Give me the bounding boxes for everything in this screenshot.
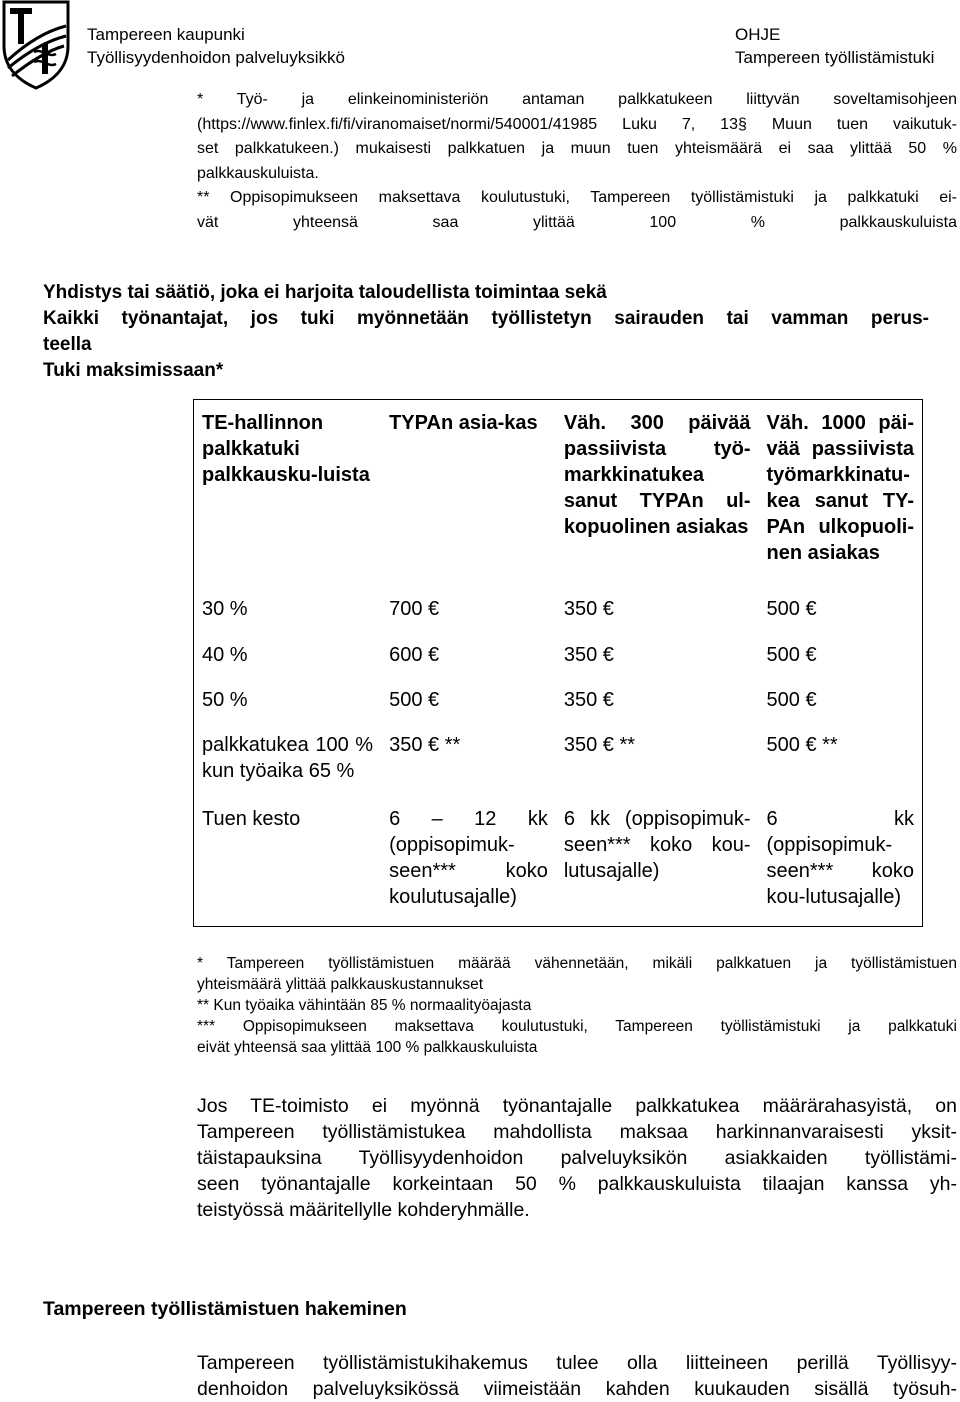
table-footnote-1: * Tampereen työllistämistuen määrää vähennetään, mikäli palkkatuen ja työllistämistuen bbox=[197, 955, 957, 972]
table-footnote-2: ** Kun työaika vähintään 85 % normaalityöajasta bbox=[197, 997, 532, 1014]
org-name: Tampereen kaupunki bbox=[87, 25, 245, 44]
table-header-row bbox=[194, 400, 923, 587]
application-paragraph: Tampereen työllistämistukihakemus tulee olla liitteineen perillä Työllisyy- denhoidon palveluyksikössä viimeistään kahden kuukauden sisällä työsuh- bbox=[197, 1352, 957, 1400]
table-row: 50 % 500 € 350 € 500 € bbox=[202, 689, 817, 712]
header-org bbox=[87, 23, 345, 69]
doc-type: OHJE bbox=[735, 25, 781, 44]
doc-title: Tampereen työllistämistuki bbox=[735, 48, 935, 67]
support-table bbox=[193, 399, 923, 927]
table-row: Tuen kesto 6 – 12 kk (oppisopimuk-seen*** koko koulutusajalle) 6 kk (oppisopimuk-seen*** koko kou-lutusajalle) 6 kk (oppisopimuk-seen*** koko kou-lutusajalle) bbox=[202, 808, 914, 909]
top-footnote-double-star: ** Oppisopimukseen maksettava koulutustuki, Tampereen työllistämistuki ja palkkatuki ei- bbox=[197, 189, 957, 206]
section-heading: Yhdistys tai säätiö, joka ei harjoita taloudellista toimintaa sekä Kaikki työnantajat, jos tuki myönnetään työllistetyn sairauden tai vamman perus- teella Tuki maksimissaan* bbox=[43, 280, 929, 384]
discretionary-paragraph: Jos TE-toimisto ei myönnä työnantajalle palkkatukea määrärahasyistä, on Tampereen työllistämistukea mahdollista maksaa harkinnanvaraisesti yksit- täistapauksina Työllisyydenhoidon palveluyksikön asiakkaiden työllistämi- seen työnantajalle korkeintaan 50 % palkkauskuluista tilaajan kanssa yh- teistyössä määritellylle kohderyhmälle. bbox=[197, 1095, 957, 1221]
table-row: 30 % 700 € 350 € 500 € bbox=[202, 598, 817, 621]
table-footnotes: * Tampereen työllistämistuen määrää vähennetään, mikäli palkkatuen ja työllistämistuen yhteismäärä ylittää palkkauskustannukset ** Kun työaika vähintään 85 % normaalityöajasta *** Oppisopimukseen maksettava koulutustuki, Tampereen työllistämistuki ja palkkatuki eivät yhteensä saa ylittää 100 % palkkauskuluista bbox=[197, 955, 957, 1056]
table-footnote-3: *** Oppisopimukseen maksettava koulutustuki, Tampereen työllistämistuki ja palkkatuki bbox=[197, 1018, 957, 1035]
header-typa-asiakas: TYPAn asia-kas bbox=[389, 412, 538, 434]
top-footnote-star: * Työ- ja elinkeinoministeriön antaman palkkatukeen liittyvän soveltamisohjeen (https://www.finlex.fi/fi/viranomaiset/normi/540001/41985 Luku 7, 13§ Muun tuen vaikutuk- set palkkatukeen.) mukaisesti palkkatuen ja muun tuen yhteismäärä ei saa ylittää 50 % palkkauskuluista. ** Oppisopimukseen maksettava koulutustuki, Tampereen työllistämistuki ja palkkatuki ei- vät yhteensä saa ylittää 100 % palkkauskuluista bbox=[197, 91, 957, 231]
header-doc bbox=[735, 23, 934, 69]
table-row: palkkatukea 100 % kun työaika 65 % 350 € ** 350 € ** 500 € ** bbox=[202, 734, 838, 783]
table-caption: Tuki maksimissaan* bbox=[43, 360, 224, 381]
header-1000-days: Väh. 1000 päi-vää passiivista työmarkkinatu-kea sanut TY-PAn ulkopuoli-nen asiakas bbox=[766, 412, 914, 564]
table-row: 40 % 600 € 350 € 500 € bbox=[202, 643, 817, 666]
org-unit: Työllisyydenhoidon palveluyksikkö bbox=[87, 48, 345, 67]
header-300-days: Väh. 300 päivää passiivista työ-markkinatukea sanut TYPAn ul-kopuolinen asiakas bbox=[563, 412, 751, 538]
application-heading: Tampereen työllistämistuen hakeminen bbox=[43, 1298, 407, 1320]
tampere-coat-of-arms-icon bbox=[0, 0, 72, 90]
header-te-palkkatuki: TE-hallinnon palkkatuki palkkausku-luista bbox=[202, 412, 370, 486]
